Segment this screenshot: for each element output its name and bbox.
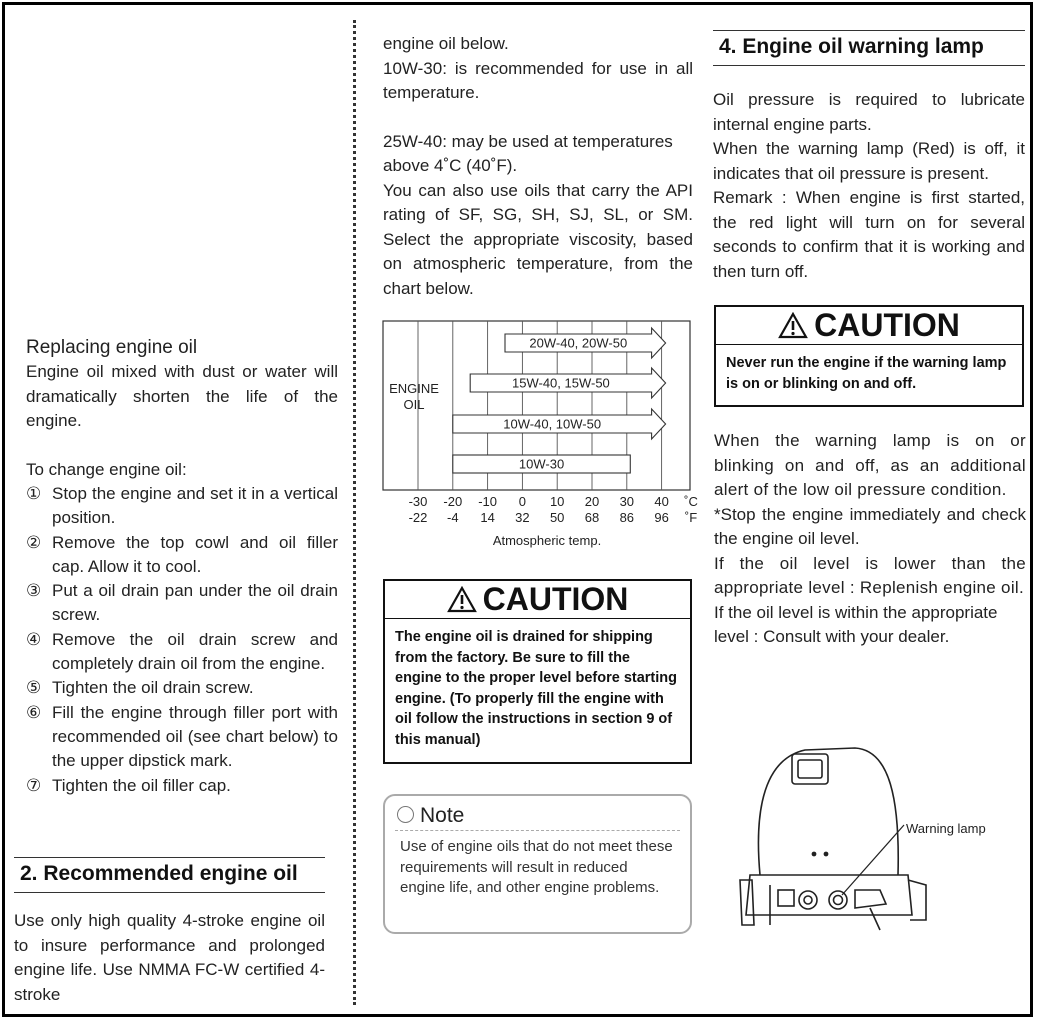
engine-warning-lamp-illustration <box>730 740 1020 940</box>
chart-tick-celsius: -20 <box>443 494 463 509</box>
section-2 <box>14 857 325 1007</box>
column-middle <box>383 32 693 301</box>
chart-unit-fahrenheit: ˚F <box>684 510 698 525</box>
chart-tick-fahrenheit: 14 <box>480 510 495 525</box>
step-item <box>26 676 338 700</box>
step-number: ⑤ <box>26 678 42 698</box>
note-header <box>395 796 680 831</box>
warning-lamp-instructions <box>714 429 1026 650</box>
warning-triangle-icon <box>447 586 477 613</box>
step-number: ② <box>26 532 42 552</box>
chart-tick-celsius: 10 <box>549 494 565 509</box>
step-item <box>26 774 338 798</box>
chart-tick-celsius: 30 <box>619 494 635 509</box>
step-item <box>26 482 338 531</box>
chart-tick-celsius: -30 <box>408 494 428 509</box>
chart-bar-label: 15W-40, 15W-50 <box>512 375 610 391</box>
note-box <box>383 794 692 934</box>
step-number: ⑥ <box>26 702 42 722</box>
caution-text: The engine oil is drained for shipping from the factory. Be sure to fill the engine to the proper level before starting engine. (To properly fill the engine with oil follow the instructions in section 9 of this manual) <box>395 629 677 748</box>
chart-x-axis-label: Atmospheric temp. <box>492 533 602 548</box>
caution-text: Never run the engine if the warning lamp is on or blinking on and off. <box>726 355 1007 392</box>
oil-para-2: 10W-30: is recommended for use in all temperature. <box>383 58 693 102</box>
step-item <box>26 579 338 628</box>
caution-title: CAUTION <box>482 581 629 617</box>
section-2-title: 2. Recommended engine oil <box>14 857 325 893</box>
chart-tick-celsius: 0 <box>518 494 527 509</box>
column-separator <box>353 20 356 1005</box>
chart-tick-fahrenheit: 68 <box>584 510 600 525</box>
step-number: ④ <box>26 629 42 649</box>
caution-header <box>716 307 1022 345</box>
chart-tick-fahrenheit: 50 <box>549 510 565 525</box>
chart-row-label: OIL <box>403 397 425 412</box>
warning-para-4: When the warning lamp is on or blinking on and off, as an additional alert of the low oil pressure condition. <box>714 431 1026 499</box>
chart-bar-label: 10W-40, 10W-50 <box>503 416 602 432</box>
chart-tick-fahrenheit: 96 <box>654 510 669 525</box>
replacing-oil-heading: Replacing engine oil <box>26 337 198 358</box>
section-4-title: 4. Engine oil warning lamp <box>713 30 1025 66</box>
step-item <box>26 531 338 580</box>
change-oil-label: To change engine oil: <box>26 459 187 479</box>
caution-header <box>385 581 690 619</box>
warning-triangle-icon <box>778 312 808 339</box>
step-number: ③ <box>26 581 42 601</box>
warning-lamp-label: Warning lamp <box>906 821 986 836</box>
step-item <box>26 628 338 677</box>
step-item <box>26 701 338 774</box>
oil-viscosity-chart <box>380 318 710 553</box>
oil-para-1: engine oil below. <box>383 34 509 53</box>
step-number: ① <box>26 484 42 503</box>
change-oil-steps <box>26 482 338 798</box>
column-left <box>26 336 338 798</box>
step-text: Fill the engine through filler port with recommended oil (see chart below) to the upper dipstick mark. <box>52 702 338 771</box>
note-title: Note <box>420 804 465 827</box>
caution-box-shipping <box>383 579 692 764</box>
note-circle-icon <box>397 806 414 823</box>
column-right <box>713 30 1025 284</box>
step-text: Remove the top cowl and oil filler cap. Allow it to cool. <box>52 532 338 576</box>
caution-box-warning-lamp <box>714 305 1024 407</box>
chart-tick-fahrenheit: -4 <box>447 510 459 525</box>
step-text: Tighten the oil drain screw. <box>52 678 254 698</box>
chart-row-label: ENGINE <box>389 381 439 396</box>
callout-line <box>842 825 904 895</box>
chart-tick-celsius: 20 <box>584 494 600 509</box>
chart-tick-fahrenheit: 86 <box>619 510 635 525</box>
step-text: Tighten the oil filler cap. <box>52 775 231 795</box>
replacing-oil-intro: Engine oil mixed with dust or water will dramatically shorten the life of the engine. <box>26 362 338 430</box>
warning-para-2: When the warning lamp (Red) is off, it indicates that oil pressure is present. <box>713 139 1025 183</box>
step-text: Remove the oil drain screw and completely drain oil from the engine. <box>52 629 338 674</box>
chart-tick-fahrenheit: -22 <box>408 510 428 525</box>
chart-tick-fahrenheit: 32 <box>515 510 530 525</box>
chart-bar-label: 20W-40, 20W-50 <box>529 335 628 351</box>
step-number: ⑦ <box>26 775 42 795</box>
caution-title: CAUTION <box>814 307 960 343</box>
note-text: Use of engine oils that do not meet these requirements will result in reduced engine life, and other engine problems. <box>400 838 673 896</box>
chart-unit-celsius: ˚C <box>684 494 698 509</box>
engine-cowl-drawing <box>740 748 926 930</box>
oil-para-4: You can also use oils that carry the API rating of SF, SG, SH, SJ, SL, or SM. Select the appropriate viscosity, based on atmospheric temperature, from the chart below. <box>383 180 693 298</box>
warning-para-7: If the oil level is within the appropriate level : Consult with your dealer. <box>714 602 998 646</box>
warning-para-3: Remark : When engine is first started, the red light will turn on for several seconds to confirm that it is working and then turn off. <box>713 188 1025 281</box>
chart-bar-label: 10W-30 <box>518 456 565 472</box>
step-text: Stop the engine and set it in a vertical position. <box>52 484 338 528</box>
section-2-text: Use only high quality 4-stroke engine oil to insure performance and prolonged engine life. Use NMMA FC-W certified 4-stroke <box>14 911 325 1004</box>
warning-para-5: *Stop the engine immediately and check the engine oil level. <box>714 504 1026 548</box>
warning-para-1: Oil pressure is required to lubricate internal engine parts. <box>713 90 1025 134</box>
chart-tick-celsius: -10 <box>478 494 497 509</box>
step-text: Put a oil drain pan under the oil drain screw. <box>52 581 338 625</box>
warning-para-6: If the oil level is lower than the appropriate level : Replenish engine oil. <box>714 553 1026 597</box>
chart-tick-celsius: 40 <box>654 494 669 509</box>
oil-para-3: 25W-40: may be used at temperatures above 4˚C (40˚F). <box>383 131 673 175</box>
